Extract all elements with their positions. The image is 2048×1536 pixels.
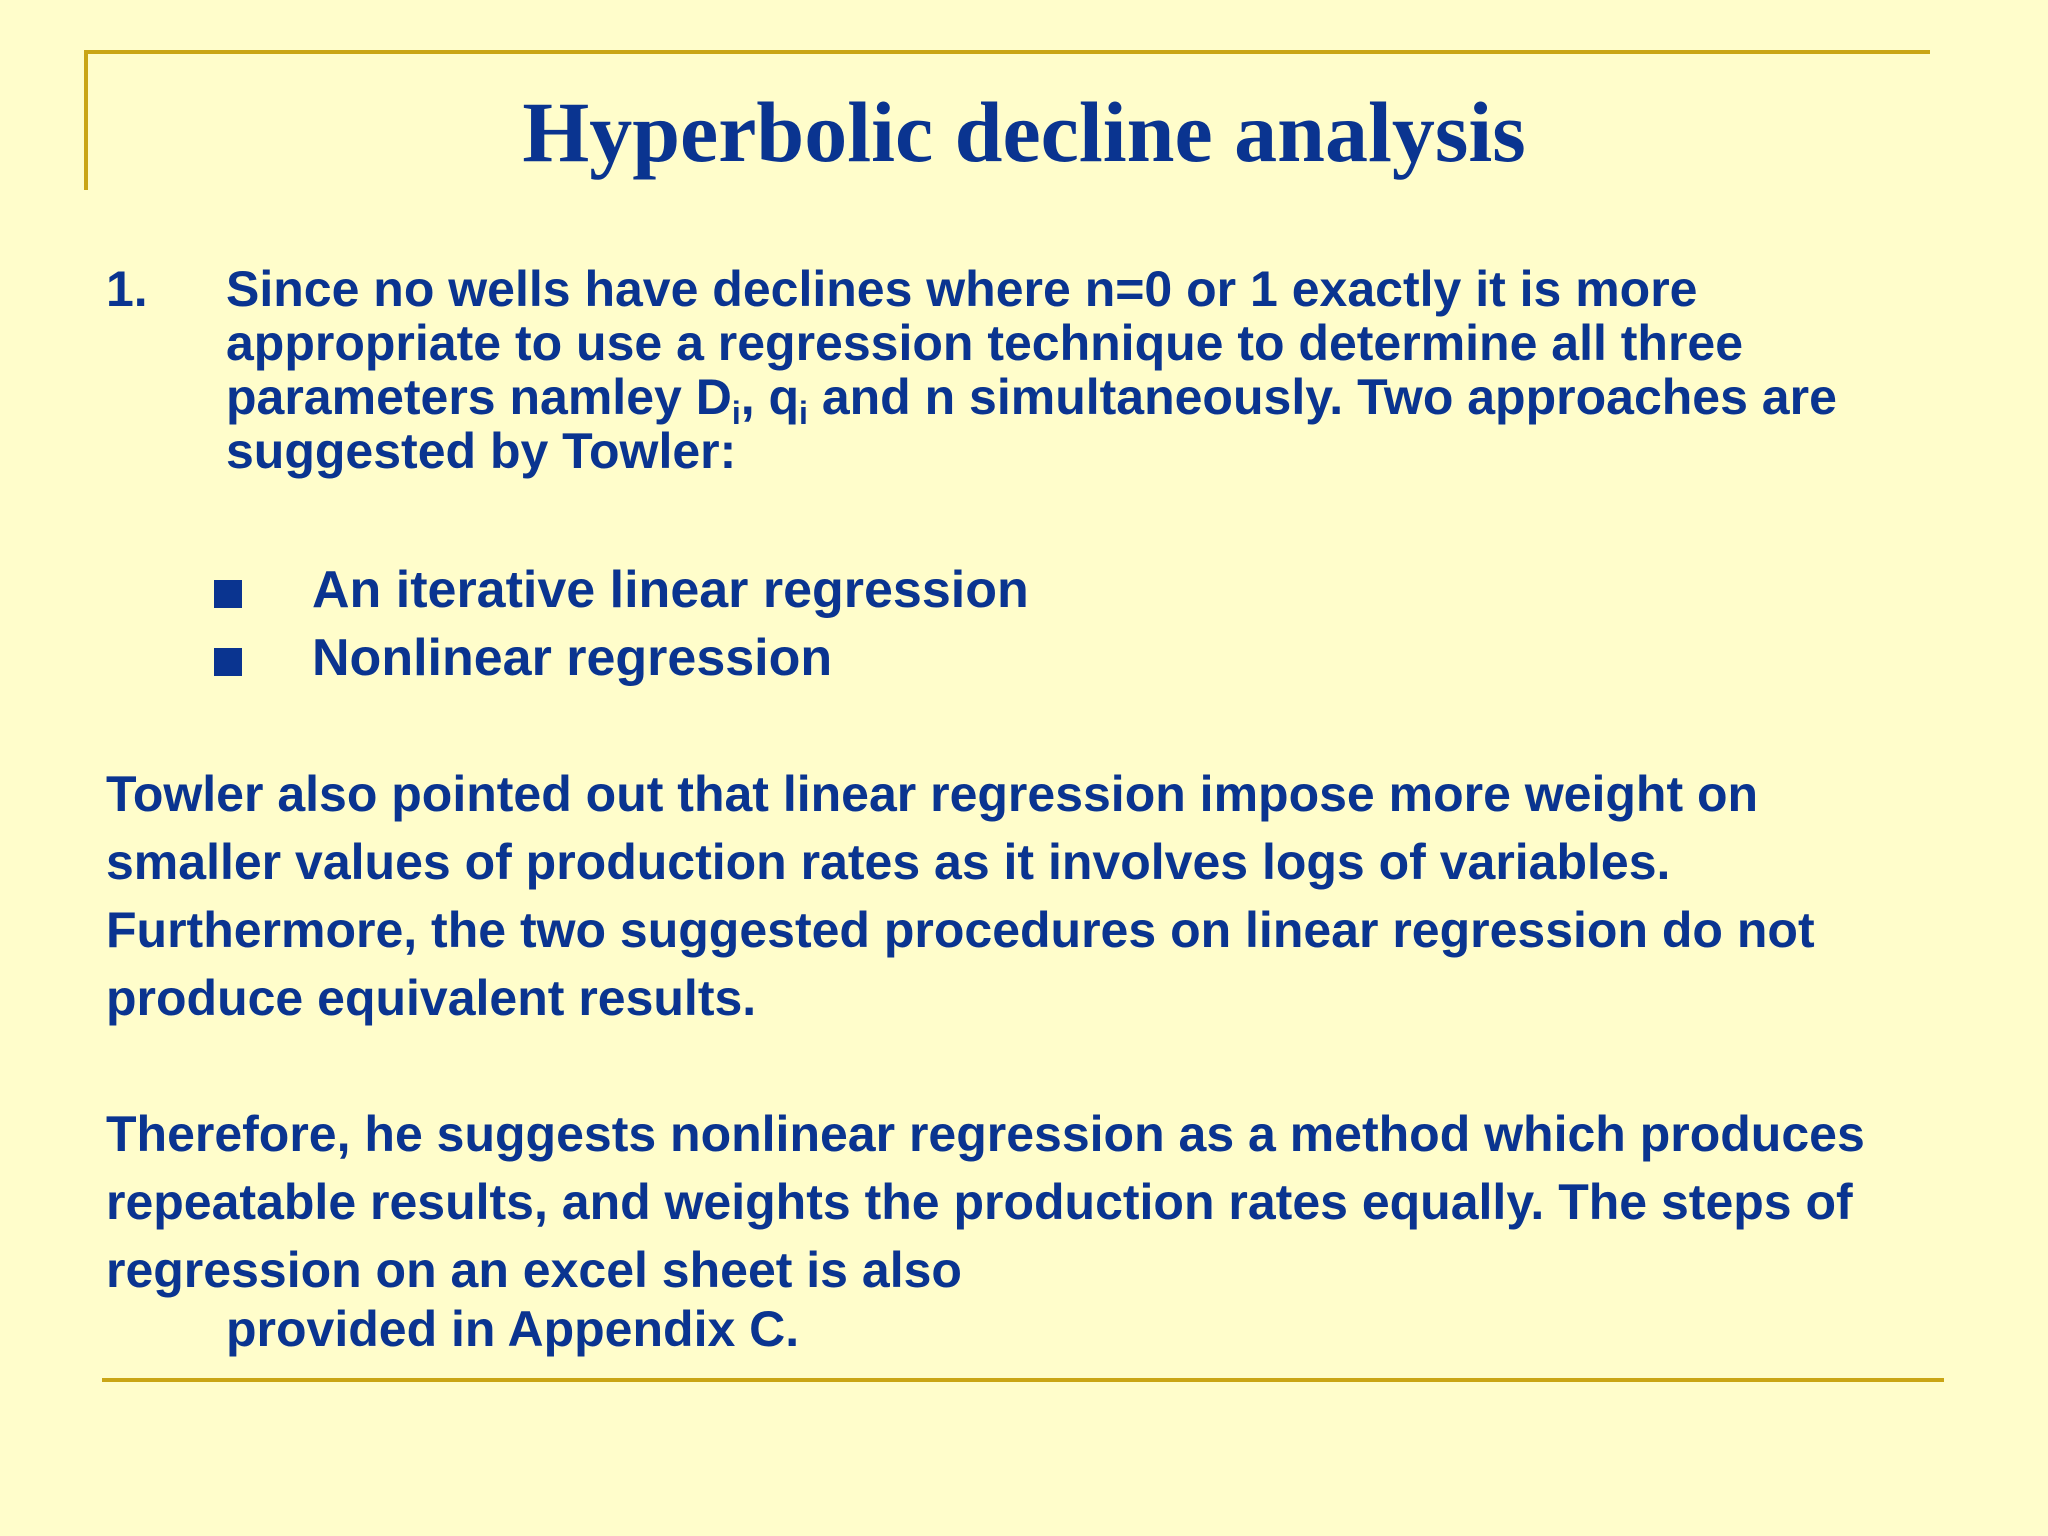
paragraph-towler: Towler also pointed out that linear regression impose more weight on smaller values of production rates as it involves logs of variables. Furthermore, the two suggested procedures on linear regression do not produce equivalent results. (106, 766, 1815, 1026)
point-text (226, 262, 1926, 478)
top-rule (84, 50, 1930, 54)
list-item (210, 624, 1710, 692)
subscript-i-2: i (799, 395, 808, 431)
subscript-i-1: i (731, 395, 741, 431)
bullet-label: An iterative linear regression (312, 561, 1029, 619)
square-bullet-icon (214, 580, 242, 608)
point-text-a: Since no wells have declines where n=0 or 1 exactly it is more appropriate to use a regression technique to determine all three parameters namley D (226, 261, 1744, 425)
bottom-rule (102, 1378, 1944, 1382)
point-number: 1. (106, 261, 148, 317)
paragraph-therefore (106, 1100, 1936, 1357)
square-bullet-icon (214, 648, 242, 676)
bullet-list (210, 556, 1710, 692)
bullet-label: Nonlinear regression (312, 629, 833, 687)
paragraph-therefore-main: Therefore, he suggests nonlinear regression as a method which produces repeatable results, and weights the production rates equally. The steps of regression on an excel sheet is also (106, 1106, 1865, 1298)
list-item (210, 556, 1710, 624)
slide-title: Hyperbolic decline analysis (522, 84, 1526, 180)
point-text-b: , q (740, 369, 800, 425)
paragraph-therefore-last-line: provided in Appendix C. (226, 1301, 800, 1357)
point-text-c: and n simultaneously. Two approaches are suggested by Towler: (226, 369, 1837, 479)
